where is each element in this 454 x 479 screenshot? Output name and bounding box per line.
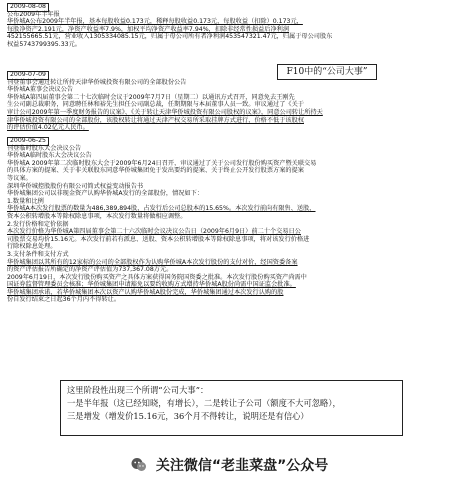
event-line: 华侨城集团以其所有的12家标的公司的全部股权作为认购华侨城A本次发行股份的支付对价，经国资委备案 — [7, 258, 298, 266]
event-heading: 刊登董事会通过转让所持天津华侨城投资有限公司的全部股份公告 — [7, 78, 187, 86]
event-date: 2009-08-08 — [7, 3, 49, 12]
event-line: 的资产评估报告所确定的净资产评估值为737,367.08万元。 — [7, 266, 173, 274]
event-line: 生公司副总裁职务，同意聘任林和裕先生担任公司副总裁，任期期限与本届董事人员一致。审议通过了《关于 — [7, 101, 304, 109]
event-line: 2009年6月19日，本次发行股份购买资产之具体方案获得国务院国资委之批准。本次发行股份购买资产尚需中 — [7, 273, 307, 281]
event-line: 华侨城集团公司以非现金资产认购华侨城A发行的全部股份，情况如下： — [7, 190, 204, 198]
event-line: 华侨城A公布2009年半年报，基本每股收益0.173元，稀释每股收益0.173元，每股收益（扣除）0.173元， — [7, 18, 303, 26]
event-2009-06-25 — [7, 137, 450, 304]
event-heading: 公布2009年半年报 — [7, 10, 60, 18]
summary-line: 三是增发（增发价15.16元，36个月不得转让，说明还是有信心） — [67, 411, 309, 421]
event-line: 津华侨城投资有限公司的全部股份，该股权转让将通过天津产权交易所采取挂牌方式进行，价格不低于该股权 — [7, 116, 304, 124]
wechat-icon — [130, 456, 148, 474]
event-line: 的评估价值4.02亿元人民币。 — [7, 124, 89, 132]
event-2009-07-09 — [7, 71, 450, 132]
event-line: 华侨城A 2009年第二次临时股东大会于2009年6月24日召开，审议通过了关于公司发行股份购买资产暨关联交易 — [7, 159, 317, 167]
event-line: 华侨城A董事会决议公告 — [7, 86, 74, 94]
event-line: 华侨城A临时股东大会决议公告 — [7, 152, 92, 160]
event-line: 权益5743799395.33元。 — [7, 40, 81, 48]
event-line: 等议案。 — [7, 174, 32, 182]
event-line: 行除权除息处理。 — [7, 243, 57, 251]
event-line: 华侨城A本次发行股票的数量为486,389,894股，占发行后公司总股本的15.65%。本次发行前向有限售、送股、 — [7, 205, 316, 213]
event-line: 每股净资产2.191元，净资产收益率7.9%，加权平均净资产收益率7.94%，扣除非经常性损益后净利润 — [7, 25, 290, 33]
event-line: 1.数量和比例 — [7, 197, 44, 205]
event-line: 华侨城A第四届董事会第二十七次临时会议于2009年7月7日（星期二）以通讯方式召开，同意免去王刚先 — [7, 93, 295, 101]
event-line: 审计公司2009年第一季度财务报告的议案》、《关于转让天津华侨城投资有限公司股权的议案》，同意公司转让所持天 — [7, 108, 323, 116]
event-line: 2.发行价格和定价依据 — [7, 220, 69, 228]
summary-box — [60, 380, 403, 436]
event-line: 资本公积转增股本等除权除息事项，本次发行数量将做相应调整。 — [7, 212, 187, 220]
event-2009-08-08 — [7, 3, 450, 49]
event-heading: 刊登临时股东大会决议公告 — [7, 144, 82, 152]
watermark-text: 关注微信“老韭菜盘”公众号 — [155, 458, 329, 474]
event-line: 本次发行价格为华侨城A第四届董事会第二十六次临时会议决议公告日（2009年6月9日）前二十个交易日公 — [7, 228, 301, 236]
summary-line: 一是半年报（这已经知晓，有增长），二是转让子公司（额度不大可忽略）， — [67, 398, 341, 408]
event-line: 份自发行结束之日起36个月内不得转让。 — [7, 296, 121, 304]
event-line: 华侨城集团承诺，若华侨城集团本次以资产认购华侨城A股份完成，华侨城集团通过本次发行认购的股 — [7, 288, 284, 296]
event-line: 国证券监督管理委员会核准；华侨城集团申请豁免以要约收购方式增持华侨城A股份尚需中国证监会批准。 — [7, 281, 296, 289]
event-line: 的具体方案的提案、关于非关联股东同意华侨城集团免于发出要约的提案、关于终止公开发行股票方案的提案 — [7, 167, 304, 175]
event-line: 452155665.51元，营业收入1305334085.15元，归属于母公司所有者净利润453547321.47元，归属于母公司股东 — [7, 33, 333, 41]
watermark — [130, 455, 450, 475]
event-date: 2009-07-09 — [7, 71, 49, 80]
event-line: 3.支付条件和支付方式 — [7, 250, 69, 258]
event-line: 深圳华侨城控股股份有限公司简式权益变动报告书 — [7, 182, 144, 190]
callout-label: F10中的“公司大事” — [277, 64, 377, 80]
document-page — [7, 0, 450, 479]
event-line: 司股票交易均价15.16元。本次发行前若有派息、送股、资本公积转增股本等除权除息事项，将对该发行价格进 — [7, 235, 310, 243]
summary-line: 这里阶段性出现三个所谓“公司大事”： — [67, 385, 209, 395]
event-date: 2009-06-25 — [7, 137, 49, 146]
